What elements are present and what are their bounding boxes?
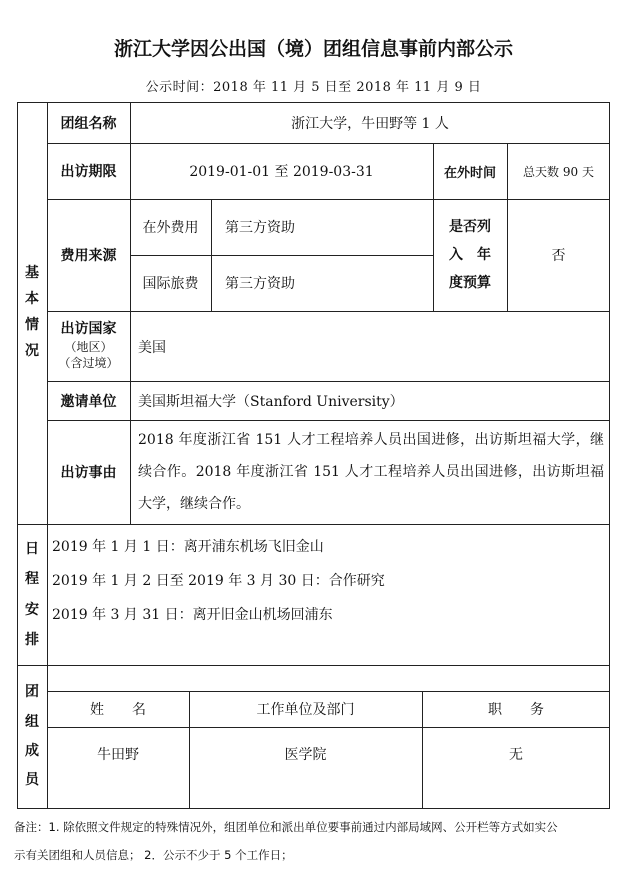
basic-section-label: 基 本 情 况 — [25, 265, 39, 359]
group-name-label: 团组名称 — [60, 115, 117, 132]
note-line: 示有关团组和人员信息； 2．公示不少于 5 个工作日； — [14, 847, 293, 862]
schedule-item: 2019 年 3 月 31 日：离开旧金山机场回浦东 — [52, 607, 333, 623]
abroad-time-value: 总天数 90 天 — [523, 164, 594, 179]
period-value: 2019-01-01 至 2019-03-31 — [189, 164, 374, 180]
inviter-label: 邀请单位 — [60, 393, 117, 410]
schedule-item: 2019 年 1 月 2 日至 2019 年 3 月 30 日：合作研究 — [52, 573, 385, 589]
budget-value: 否 — [551, 248, 566, 264]
member-header-unit: 工作单位及部门 — [256, 702, 355, 718]
note-line: 备注：1. 除依照文件规定的特殊情况外，组团单位和派出单位要事前通过内部局域网、公开栏等方式如实公 — [14, 820, 558, 834]
abroad-cost-label: 在外费用 — [142, 220, 199, 236]
abroad-time-label: 在外时间 — [443, 165, 496, 181]
intl-travel-value: 第三方资助 — [225, 276, 295, 292]
country-label: 出访国家 （地区） （含过境） — [58, 321, 119, 371]
schedule-list — [52, 530, 602, 632]
schedule-section-label: 日 程 安 排 — [25, 541, 39, 648]
member-position: 无 — [509, 747, 523, 763]
intl-travel-label: 国际旅费 — [142, 276, 199, 292]
publicity-time: 公示时间：2018 年 11 月 5 日至 2018 年 11 月 9 日 — [145, 80, 482, 95]
inviter-value: 美国斯坦福大学（Stanford University） — [138, 393, 404, 410]
member-header-name: 姓 名 — [90, 702, 146, 718]
funding-label: 费用来源 — [60, 248, 117, 264]
abroad-cost-value: 第三方资助 — [225, 220, 295, 236]
budget-label: 是否列 入 年 度预算 — [449, 219, 491, 291]
member-name: 牛田野 — [97, 747, 139, 763]
purpose-label: 出访事由 — [60, 465, 117, 481]
group-name-value: 浙江大学，牛田野等 1 人 — [291, 115, 449, 132]
period-label: 出访期限 — [60, 164, 117, 180]
member-header-position: 职 务 — [488, 702, 544, 718]
note — [14, 814, 614, 869]
schedule-item: 2019 年 1 月 1 日：离开浦东机场飞旧金山 — [52, 539, 324, 555]
country-value: 美国 — [138, 340, 166, 356]
member-unit: 医学院 — [284, 747, 327, 763]
page-title: 浙江大学因公出国（境）团组信息事前内部公示 — [113, 38, 513, 60]
members-section-label: 团 组 成 员 — [25, 684, 39, 789]
purpose-value: 2018 年度浙江省 151 人才工程培养人员出国进修，出访斯坦福大学，继续合作。2018 年度浙江省 151 人才工程培养人员出国进修，出访斯坦福大学，继续合作。 — [138, 432, 604, 512]
